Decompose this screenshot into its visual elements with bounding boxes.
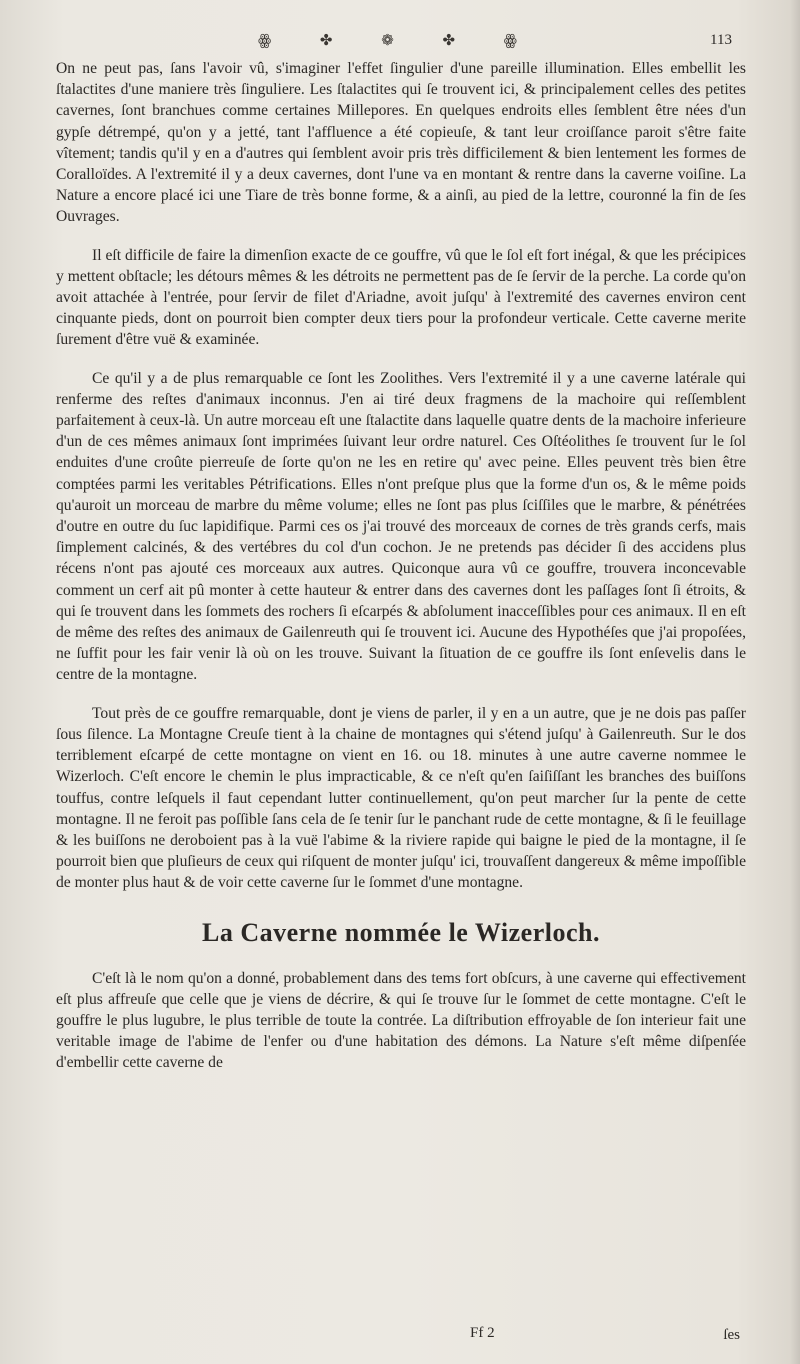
paragraph-zoolithes: Ce qu'il y a de plus remarquable ce ſont les Zoolithes. Vers l'extremité il y a une caverne latérale qui renferme des reſtes d'animaux inconnus. J'en ai tiré deux fragmens de la machoire qui reſſemblent parfaitement à ceux-là. Un autre morceau eſt une ſtalactite dans laquelle quatre dents de la machoire inferieure d'un de ces mêmes animaux ſont imprimées ſuivant leur ordre naturel. Ces Oſtéolithes ſe trouvent ſur le ſol enduites d'une croûte pierreuſe de ſorte qu'on ne les en retire qu' avec peine. Elles peuvent très bien être comptées parmi les veritables Pétrifications. Elles n'ont preſque plus que la forme d'un os, & le même poids qu'auroit un morceau de marbre du même volume; elles ne ſont pas plus ſciſſiles que le marbre, & pénétrées d'outre en outre du ſuc lapidifique. Parmi ces os j'ai trouvé des morceaux de cornes de très grands cerfs, mais ſimplement calcinés, & des vertébres du col d'un cochon. Je ne pretends pas décider ſi des accidens plus récens n'ont pas ajouté ces morceaux aux autres. Quiconque aura vû ce gouffre, trouvera inconcevable comment un cerf ait pû monter à cette hauteur & entrer dans des cavernes dont les paſſages ſont ſi étroits, & qui ſe trouvent dans les ſommets des rochers ſi eſcarpés & abſolument inacceſſibles pour ces animaux. Il en eſt de même des reſtes des animaux de Gailenreuth qui ſe trouvent ici. Aucune des Hypothéſes que j'ai propoſées, ne ſuffit pour les fair venir là où on les trouve. Suivant la ſituation de ce gouffre ils ſont enſevelis dans le centre de la montagne. <box>56 369 746 684</box>
page-footer <box>0 1325 800 1349</box>
page-edge-shadow <box>790 0 800 1364</box>
ornament-left-icon: ꙮ <box>258 31 273 49</box>
ornament-flower-icon: ✤ <box>442 31 457 49</box>
paragraph-second-gouffre: Tout près de ce gouffre remarquable, dont je viens de parler, il y en a un autre, que je ne dois pas paſſer ſous ſilence. La Montagne Creuſe tient à la chaine de montagnes qui s'étend juſqu' à Gailenreuth. Sur le dos terriblement eſcarpé de cette montagne on vient en 16. ou 18. minutes à une autre caverne nommee le Wizerloch. C'eſt encore le chemin le plus impracticable, & ce n'eſt qu'en ſaiſiſſant les branches des buiſſons touffus, contre leſquels il faut cependant lutter continuellement, qu'on peut marcher ſur la pente de cette montagne. Il ne feroit pas poſſible ſans cela de ſe tenir ſur le panchant rude de cette montagne, & ſi le feuillage & les buiſſons ne deroboient pas à la vuë l'abime & la riviere rapide qui baigne le pied de la montagne, il ſe pourroit bien que pluſieurs de ceux qui riſquent de monter juſqu' ici, trouvaſſent dangereux & même impoſſible de monter plus haut & de voir cette caverne ſur le ſommet d'une montagne. <box>56 704 746 892</box>
ornament-center-icon: ❁ <box>381 31 395 49</box>
signature-mark: Ff 2 <box>470 1325 495 1341</box>
paragraph-illumination: On ne peut pas, ſans l'avoir vû, s'imaginer l'effet ſingulier d'une pareille illumination. Elles embellit les ſtalactites d'une maniere très ſinguliere. Les ſtalactites qui ſe trouvent ici, & principalement celles des petites cavernes, ſont branchues comme certaines Millepores. En quelques endroits elles ſemblent être nées d'un gypſe détrempé, qu'on y a jetté, tant l'affluence a été copieuſe, & tant leur croiſſance paroit s'être faite vîtement; tandis qu'il y en a d'autres qui ſemblent avoir pris très difficilement & bien lentement les formes de Coralloïdes. A l'extremité il y a deux cavernes, dont l'une va en montant & rentre dans la caverne voiſine. La Nature a encore placé ici une Tiare de très bonne forme, & a ainſi, au pied de la lettre, couronné la fin de ſes Ouvrages. <box>56 60 746 226</box>
ornament-right-icon: ꙮ <box>503 31 518 49</box>
page-body <box>56 58 746 1091</box>
catchword: ſes <box>723 1327 740 1343</box>
page-header <box>0 28 800 54</box>
header-ornament <box>258 30 518 50</box>
page-number: 113 <box>710 32 732 48</box>
paragraph-wizerloch: C'eſt là le nom qu'on a donné, probablement dans des tems fort obſcurs, à une caverne qui effectivement eſt plus affreuſe que celle que je viens de décrire, & qui ſe trouve ſur le ſommet de cette montagne. C'eſt le gouffre le plus lugubre, le plus terrible de toute la contrée. La diſtribution effroyable de ſon interieur fait une veritable image de l'abime de l'enfer ou d'une habitation des démons. La Nature s'eſt même diſpenſée d'embellir cette caverne de <box>56 969 746 1072</box>
ornament-flower-icon: ✤ <box>319 31 334 49</box>
paragraph-dimension: Il eſt difficile de faire la dimenſion exacte de ce gouffre, vû que le ſol eſt fort inégal, & que les précipices y mettent obſtacle; les détours mêmes & les détroits ne permettent pas de ſe ſervir de la perche. La corde qu'on avoit attachée à l'entrée, pour ſervir de filet d'Ariadne, avoit juſqu' à l'extremité des cavernes environ cent cinquante pieds, dont on pourroit bien compter deux tiers pour la profondeur verticale. Cette caverne merite ſurement d'être vuë & examinée. <box>56 246 746 349</box>
section-title: La Caverne nommée le Wizerloch. <box>202 917 600 947</box>
